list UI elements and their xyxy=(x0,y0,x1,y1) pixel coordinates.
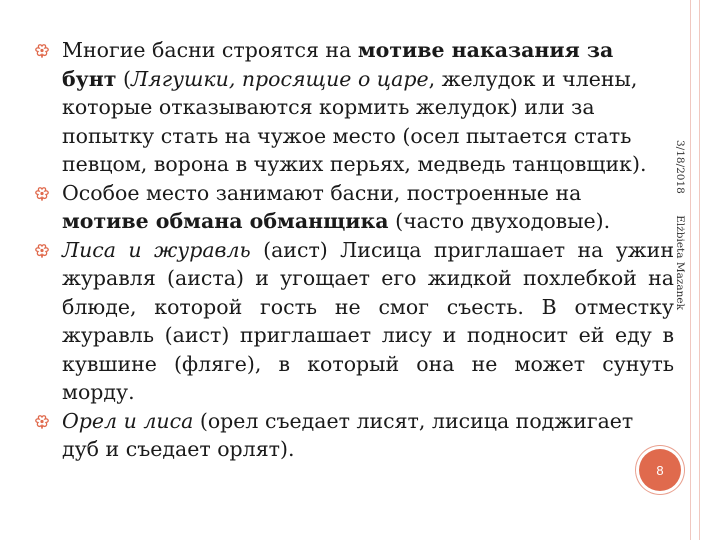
flower-bullet-icon xyxy=(34,44,50,58)
decorative-rule-right xyxy=(699,0,700,540)
slide-date: 3/18/2018 xyxy=(674,140,686,194)
bullet-item-eagle-and-fox xyxy=(34,407,674,464)
bullet-text: Особое место занимают басни, построенные на мотиве обмана обманщика (часто двуходовые). xyxy=(62,180,611,233)
flower-bullet-icon xyxy=(34,415,50,429)
slide-author: Elżbieta Mazanek xyxy=(674,215,686,310)
slide-footer-vertical xyxy=(666,140,686,310)
page-number: 8 xyxy=(656,462,664,478)
bullet-text: Орел и лиса (орел съедает лисят, лисица поджигает дуб и съедает орлят). xyxy=(62,408,634,461)
bullet-text: Многие басни строятся на мотиве наказания за бунт (Лягушки, просящие о царе, желудок и члены, которые отказываются кормить желудок) или за попытку стать на чужое место (осел пытается стать певцом, ворона в чужих перьях, медведь танцовщик). xyxy=(62,38,647,176)
slide-body xyxy=(34,36,674,464)
bullet-item-punishment xyxy=(34,36,674,179)
decorative-rule-left xyxy=(690,0,691,540)
page-number-badge xyxy=(639,449,681,491)
bullet-item-deception xyxy=(34,179,674,236)
flower-bullet-icon xyxy=(34,187,50,201)
bullet-text: Лиса и журавль (аист) Лисица приглашает на ужин журавля (аиста) и угощает его жидкой похлебкой на блюде, которой гость не смог съесть. В отместку журавль (аист) приглашает лису и подносит ей еду в кувшине (фляге), в который она не может сунуть морду. xyxy=(62,237,674,404)
bullet-item-fox-and-crane xyxy=(34,236,674,407)
flower-bullet-icon xyxy=(34,244,50,258)
